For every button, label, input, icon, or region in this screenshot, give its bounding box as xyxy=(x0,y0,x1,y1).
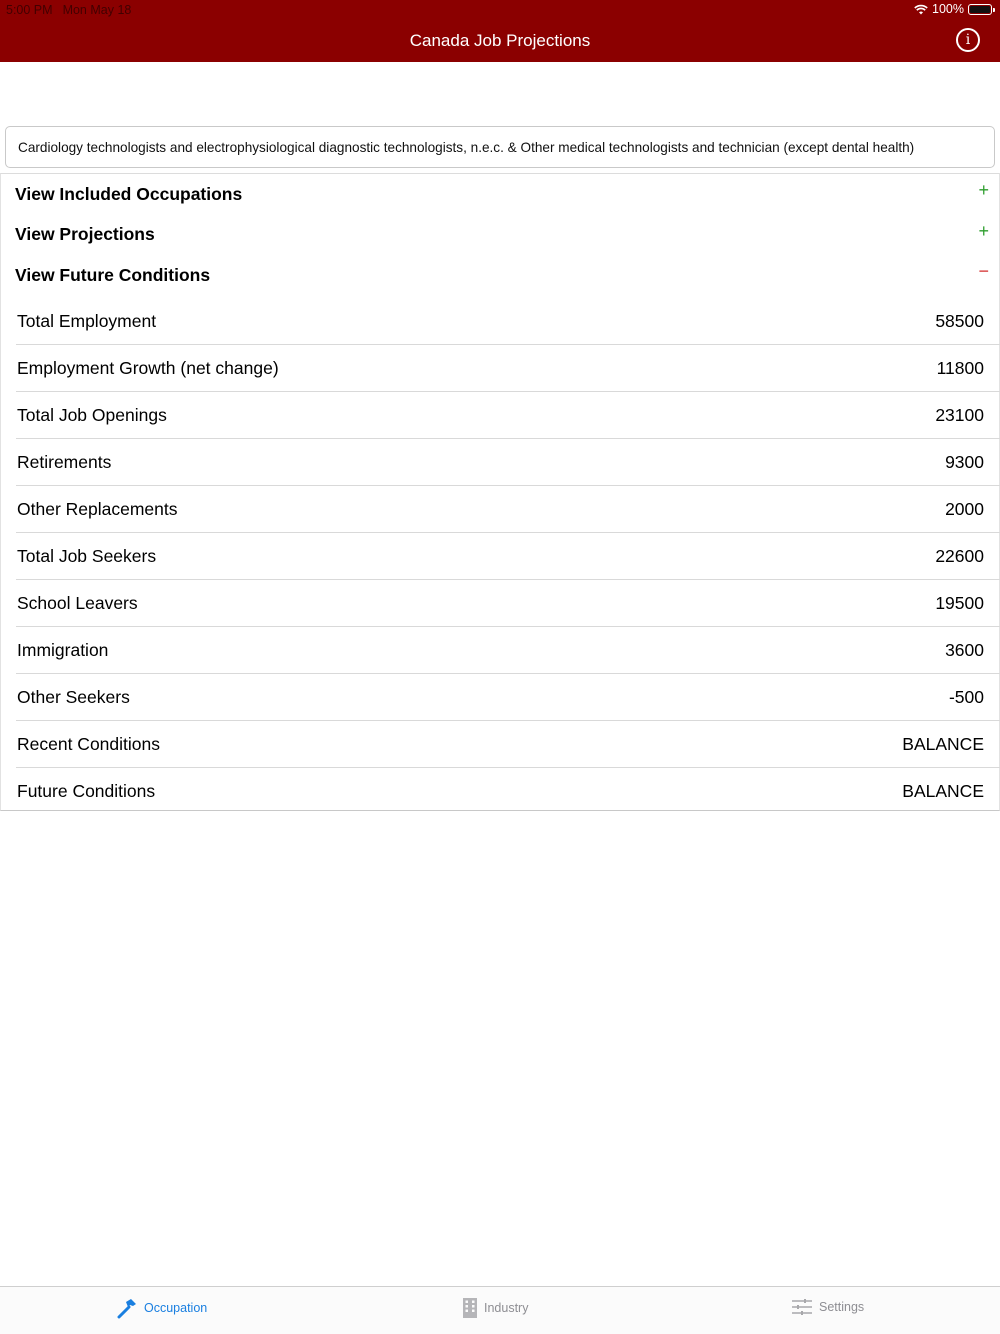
section-label: View Projections xyxy=(15,224,155,245)
row-value: BALANCE xyxy=(902,733,984,754)
expand-plus-icon[interactable]: + xyxy=(978,220,989,241)
list-item xyxy=(16,486,1000,533)
navigation-bar xyxy=(0,0,1000,62)
tab-label: Occupation xyxy=(144,1301,208,1315)
status-bar-right xyxy=(914,2,992,16)
row-label: Total Employment xyxy=(17,310,157,331)
wifi-icon xyxy=(914,4,928,15)
list-item xyxy=(16,298,1000,345)
battery-icon xyxy=(968,4,992,15)
row-value: 9300 xyxy=(945,451,984,472)
status-time: 5:00 PM xyxy=(6,3,53,17)
section-future-conditions[interactable] xyxy=(1,255,999,296)
row-label: Total Job Seekers xyxy=(17,545,157,566)
row-value: 58500 xyxy=(935,310,984,331)
row-label: Total Job Openings xyxy=(17,404,167,425)
tab-label: Settings xyxy=(819,1300,865,1314)
occupation-name-text: Cardiology technologists and electrophysiological diagnostic technologists, n.e.c. & Other medical technologists and technician (except dental health) xyxy=(18,139,915,155)
tab-bar xyxy=(0,1286,1000,1334)
tab-settings[interactable] xyxy=(791,1297,864,1317)
row-label: School Leavers xyxy=(17,592,138,613)
building-icon xyxy=(462,1297,478,1319)
list-item xyxy=(16,627,1000,674)
row-value: -500 xyxy=(948,686,984,707)
section-included-occupations[interactable] xyxy=(1,174,999,215)
status-bar-time xyxy=(6,3,141,17)
row-label: Immigration xyxy=(17,639,109,660)
list-item xyxy=(16,721,1000,768)
row-label: Other Seekers xyxy=(17,686,130,707)
list-item xyxy=(16,533,1000,580)
row-value: 11800 xyxy=(936,357,984,378)
sliders-icon xyxy=(791,1297,813,1317)
list-item xyxy=(16,439,1000,486)
page-title: Canada Job Projections xyxy=(409,31,591,50)
list-item xyxy=(16,674,1000,721)
row-label: Recent Conditions xyxy=(17,733,160,754)
tab-industry[interactable] xyxy=(462,1297,528,1319)
section-label: View Included Occupations xyxy=(15,183,243,204)
list-item xyxy=(16,580,1000,627)
row-value: 19500 xyxy=(935,592,984,613)
row-value: 22600 xyxy=(935,545,984,566)
collapse-minus-icon[interactable]: − xyxy=(978,261,989,281)
row-value: 2000 xyxy=(945,498,984,519)
row-value: BALANCE xyxy=(902,781,984,801)
status-date: Mon May 18 xyxy=(62,3,132,17)
row-label: Employment Growth (net change) xyxy=(17,357,279,378)
info-icon[interactable]: i xyxy=(956,28,980,52)
hammer-icon xyxy=(116,1297,138,1319)
accordion-panel xyxy=(0,173,1000,811)
future-conditions-list xyxy=(16,298,1000,815)
row-label: Other Replacements xyxy=(17,498,178,519)
list-item xyxy=(16,392,1000,439)
list-item xyxy=(16,768,1000,815)
row-label: Retirements xyxy=(17,451,112,472)
row-label: Future Conditions xyxy=(17,781,156,801)
occupation-name-field[interactable] xyxy=(5,126,995,168)
section-projections[interactable] xyxy=(1,215,999,256)
tab-label: Industry xyxy=(484,1301,529,1315)
expand-plus-icon[interactable]: + xyxy=(978,180,989,200)
list-item xyxy=(16,345,1000,392)
row-value: 3600 xyxy=(945,639,984,660)
row-value: 23100 xyxy=(935,404,984,425)
tab-occupation[interactable] xyxy=(116,1297,207,1319)
battery-percentage: 100% xyxy=(932,2,964,16)
section-label: View Future Conditions xyxy=(15,264,211,285)
